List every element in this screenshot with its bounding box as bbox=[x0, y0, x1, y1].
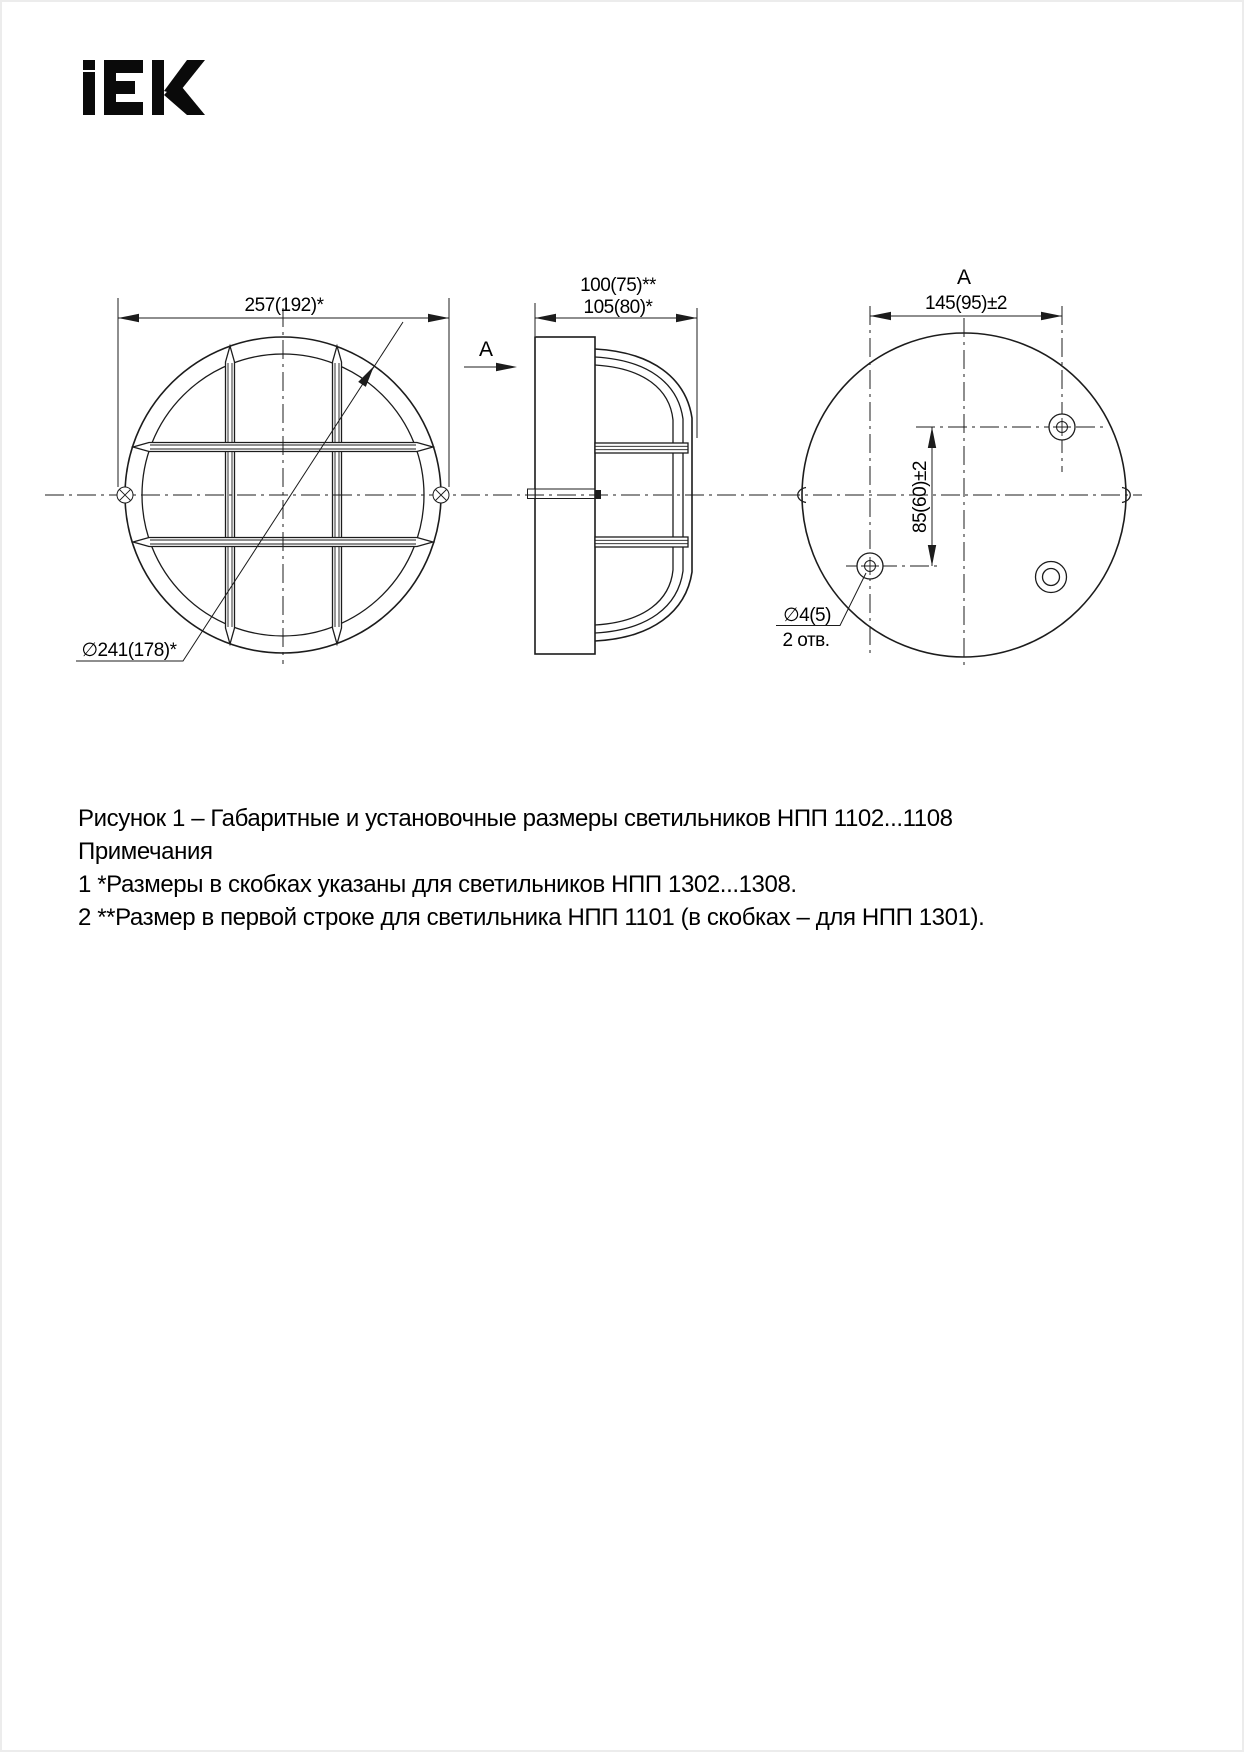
side-view-drawing bbox=[464, 275, 697, 654]
front-width-dim: 257(192)* bbox=[244, 295, 324, 316]
side-screw-left bbox=[528, 489, 536, 499]
front-diameter-callout: ∅241(178)* bbox=[81, 640, 177, 661]
cable-entry-hole bbox=[1036, 562, 1067, 593]
mounting-hole-top-right bbox=[1049, 414, 1075, 440]
rear-mount-height-dim: 85(60)±2 bbox=[910, 461, 931, 533]
side-view-label: А bbox=[478, 338, 494, 361]
side-depth-dim-top: 100(75)** bbox=[580, 275, 656, 296]
front-view-drawing bbox=[76, 295, 449, 664]
front-screw-right bbox=[433, 487, 449, 503]
front-screw-left bbox=[117, 487, 133, 503]
rear-mount-width-dim: 145(95)±2 bbox=[925, 293, 1007, 314]
rear-view-drawing bbox=[776, 266, 1130, 668]
rear-hole-diameter: ∅4(5) bbox=[783, 605, 831, 626]
mounting-hole-bottom-left bbox=[857, 553, 883, 579]
view-direction-arrow-icon bbox=[496, 363, 517, 372]
notes-heading: Примечания bbox=[78, 838, 213, 865]
rear-view-title: А bbox=[956, 266, 972, 289]
technical-drawing bbox=[0, 0, 1244, 760]
side-depth-dim-bottom: 105(80)* bbox=[583, 297, 653, 318]
figure-caption: Рисунок 1 – Габаритные и установочные размеры светильников НПП 1102...1108 bbox=[78, 805, 953, 832]
rear-hole-count: 2 отв. bbox=[782, 630, 830, 651]
figure-caption-block bbox=[78, 802, 1058, 934]
note-2: 2 **Размер в первой строке для светильника НПП 1101 (в скобках – для НПП 1301). bbox=[78, 904, 985, 931]
note-1: 1 *Размеры в скобках указаны для светильников НПП 1302...1308. bbox=[78, 871, 797, 898]
